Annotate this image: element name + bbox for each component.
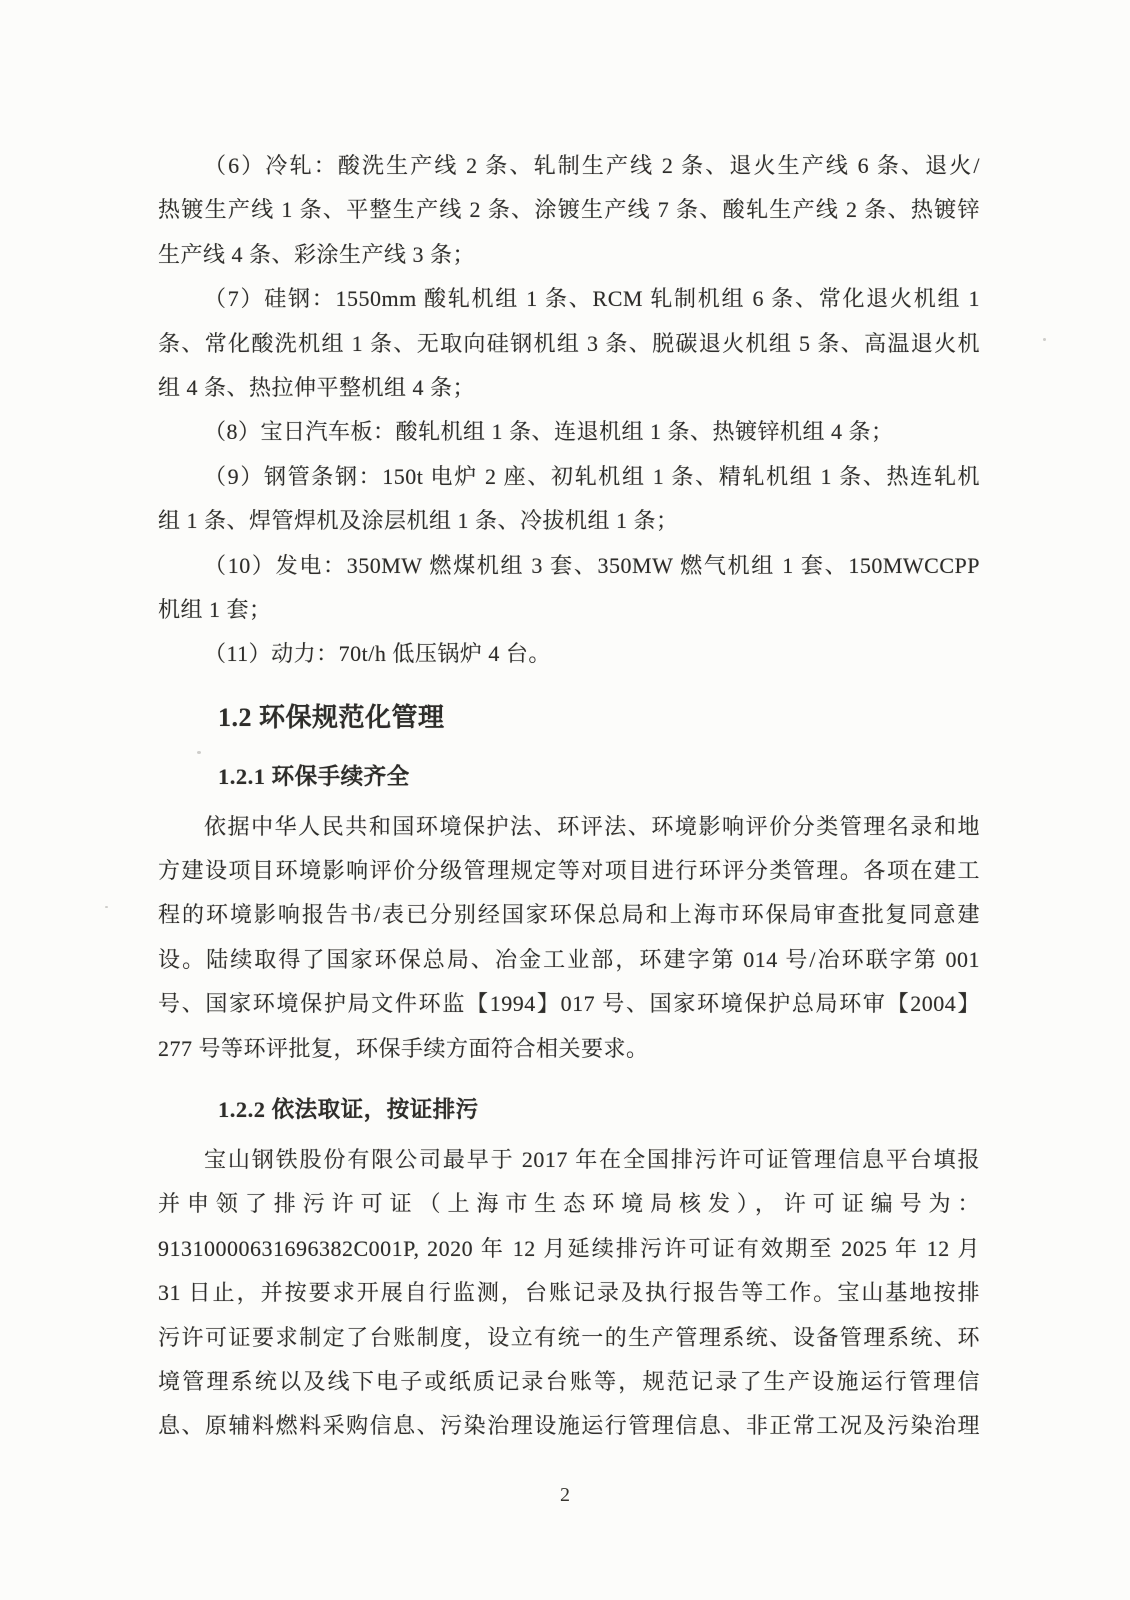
document-body [158,144,980,1449]
scan-speck [1043,338,1046,341]
item-7-silicon-steel [158,277,980,410]
page-number: 2 [560,1484,570,1506]
item-9-steel-pipe-bar [158,455,980,544]
paragraph-discharge-permit [158,1138,980,1449]
text-line: 生产线 4 条、彩涂生产线 3 条； [158,241,476,267]
text-line: （6）冷轧：酸洗生产线 2 条、轧制生产线 2 条、退火生产线 6 条、退火/ [204,153,980,178]
text-line: （9）钢管条钢：150t 电炉 2 座、初轧机组 1 条、精轧机组 1 条、热连轧机 [204,463,980,489]
text-line: 境管理系统以及线下电子或纸质记录台账等，规范记录了生产设施运行管理信 [158,1368,980,1394]
heading-1-2: 1.2 环保规范化管理 [218,702,445,732]
text-line: 组 1 条、焊管焊机及涂层机组 1 条、冷拔机组 1 条； [158,508,679,534]
text-line: 依据中华人民共和国环境保护法、环评法、环境影响评价分类管理名录和地 [204,813,980,839]
text-line: 热镀生产线 1 条、平整生产线 2 条、涂镀生产线 7 条、酸轧生产线 2 条、热镀锌 [158,197,980,223]
text-line: 方建设项目环境影响评价分级管理规定等对项目进行环评分类管理。各项在建工 [158,858,980,884]
text-line: 程的环境影响报告书/表已分别经国家环保总局和上海市环保局审查批复同意建 [158,902,980,928]
text-line: 组 4 条、热拉伸平整机组 4 条； [158,374,476,400]
text-line: 条、常化酸洗机组 1 条、无取向硅钢机组 3 条、脱碳退火机组 5 条、高温退火机 [158,330,980,356]
text-line: 277 号等环评批复，环保手续方面符合相关要求。 [158,1035,649,1061]
text-line: （8）宝日汽车板：酸轧机组 1 条、连退机组 1 条、热镀锌机组 4 条； [204,419,894,445]
paragraph-eia-approvals [158,805,980,1071]
text-line: 31 日止，并按要求开展自行监测，台账记录及执行报告等工作。宝山基地按排 [158,1280,980,1306]
text-line: 91310000631696382C001P, 2020 年 12 月延续排污许可证有效期至 2025 年 12 月 [158,1235,980,1261]
heading-1-2-2: 1.2.2 依法取证，按证排污 [218,1097,479,1123]
text-line: 机组 1 套； [158,596,272,622]
item-8-baori-auto-sheet [158,410,980,454]
text-line: 号、国家环境保护局文件环监【1994】017 号、国家环境保护总局环审【2004】 [158,991,980,1017]
text-line: 并申领了排污许可证（上海市生态环境局核发），许可证编号为： [158,1191,980,1217]
item-11-utilities [158,632,980,676]
text-line: 宝山钢铁股份有限公司最早于 2017 年在全国排污许可证管理信息平台填报 [204,1147,980,1173]
text-line: （7）硅钢：1550mm 酸轧机组 1 条、RCM 轧制机组 6 条、常化退火机组 1 [204,286,980,312]
scan-speck [197,751,201,754]
text-line: （11）动力：70t/h 低压锅炉 4 台。 [204,641,551,667]
heading-1-2-1: 1.2.1 环保手续齐全 [218,763,410,789]
text-line: 设。陆续取得了国家环保总局、冶金工业部，环建字第 014 号/冶环联字第 001 [158,946,980,972]
scan-speck [105,906,108,908]
text-line: 息、原辅料燃料采购信息、污染治理设施运行管理信息、非正常工况及污染治理 [158,1413,980,1439]
text-line: 污许可证要求制定了台账制度，设立有统一的生产管理系统、设备管理系统、环 [158,1324,980,1350]
text-line: （10）发电：350MW 燃煤机组 3 套、350MW 燃气机组 1 套、150MWCCPP [204,552,980,578]
item-10-power-generation [158,544,980,633]
item-6-cold-rolling [158,144,980,277]
